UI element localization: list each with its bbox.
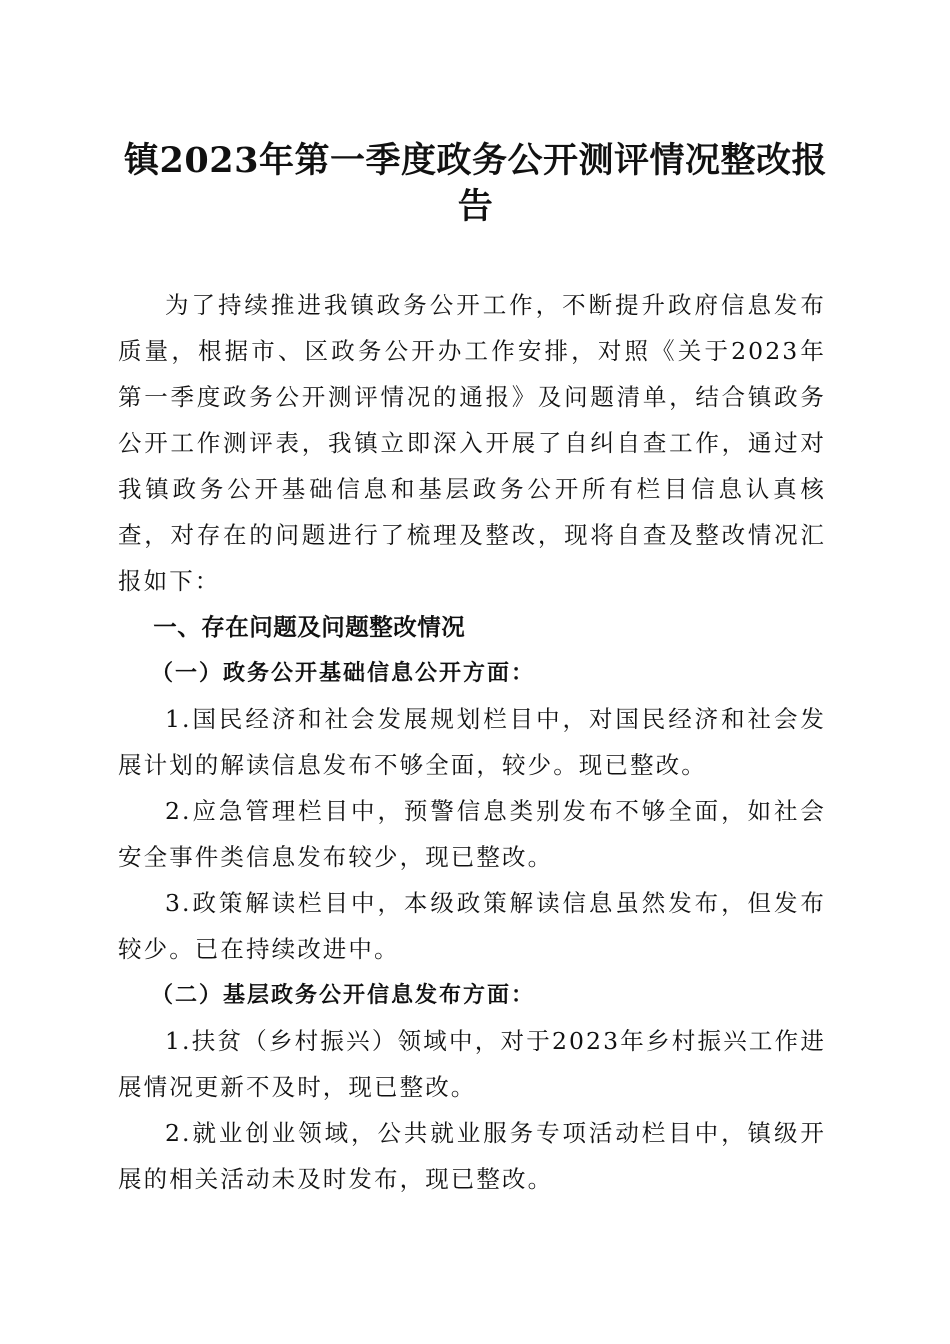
section-heading: 一、存在问题及问题整改情况: [153, 613, 466, 641]
document-title: 镇2023年第一季度政务公开测评情况整改报告: [124, 140, 827, 227]
document-body: [118, 282, 826, 1202]
subsection-heading: （二）基层政务公开信息发布方面：: [151, 982, 536, 1008]
subsection-heading: （一）政务公开基础信息公开方面：: [151, 660, 536, 686]
list-item: 1.扶贫（乡村振兴）领域中，对于2023年乡村振兴工作进展情况更新不及时，现已整改。: [118, 1027, 826, 1101]
list-item: 2.就业创业领域，公共就业服务专项活动栏目中，镇级开展的相关活动未及时发布，现已整改。: [118, 1119, 826, 1193]
intro-paragraph: 为了持续推进我镇政务公开工作，不断提升政府信息发布质量，根据市、区政务公开办工作安排，对照《关于2023年第一季度政务公开测评情况的通报》及问题清单，结合镇政务公开工作测评表，我镇立即深入开展了自纠自查工作，通过对我镇政务公开基础信息和基层政务公开所有栏目信息认真核查，对存在的问题进行了梳理及整改，现将自查及整改情况汇报如下：: [118, 291, 826, 595]
list-item: 1.国民经济和社会发展规划栏目中，对国民经济和社会发展计划的解读信息发布不够全面，较少。现已整改。: [118, 705, 826, 779]
list-item: 2.应急管理栏目中，预警信息类别发布不够全面，如社会安全事件类信息发布较少，现已整改。: [118, 797, 826, 871]
list-item: 3.政策解读栏目中，本级政策解读信息虽然发布，但发布较少。已在持续改进中。: [118, 889, 826, 963]
